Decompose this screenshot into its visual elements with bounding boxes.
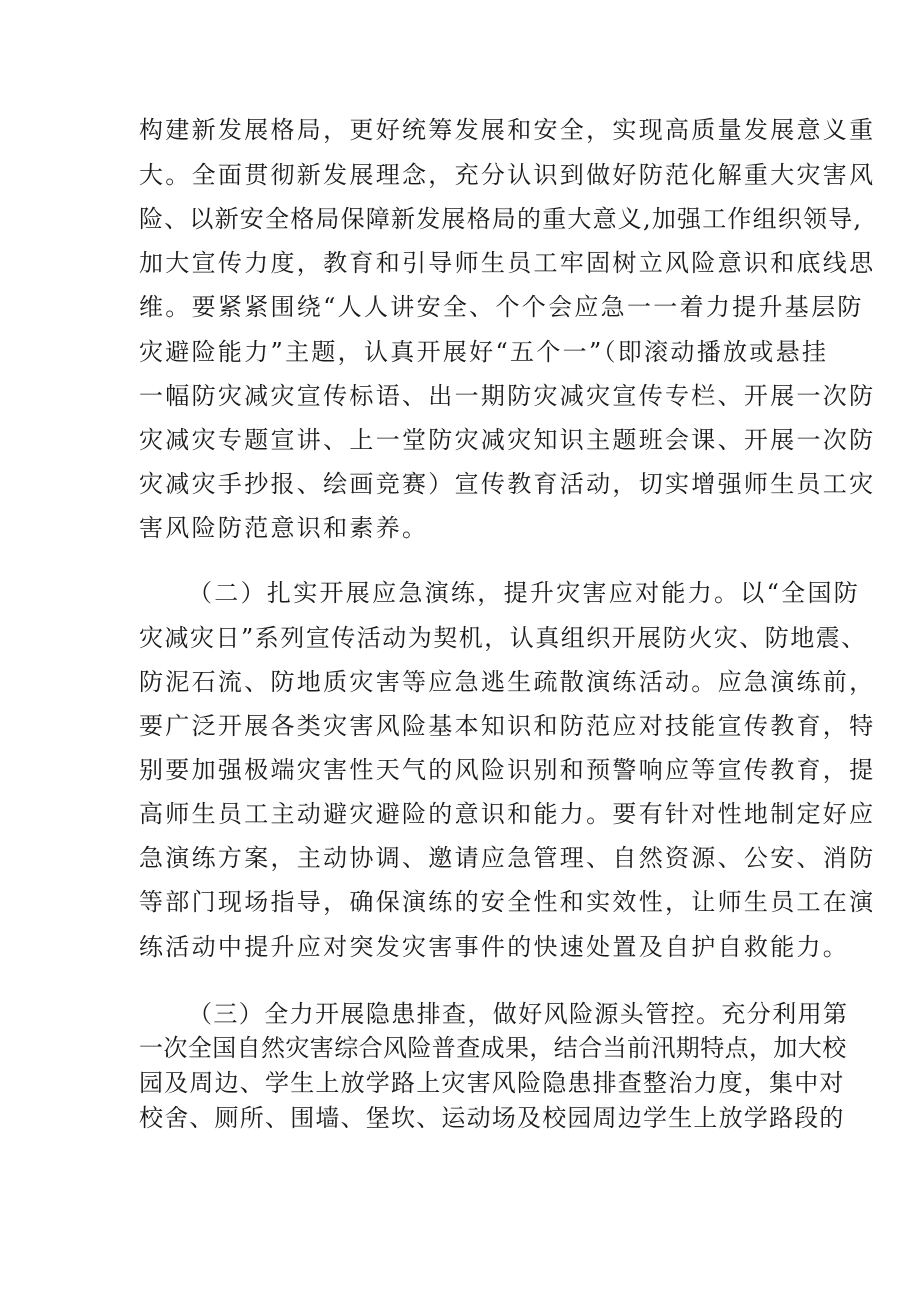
paragraph-line: 险、以新安全格局保障新发展格局的重大意义,加强工作组织领导,	[139, 205, 863, 233]
paragraph-line: 害风险防范意识和素养。	[139, 514, 429, 542]
paragraph-line: 急演练方案，主动协调、邀请应急管理、自然资源、公安、消防	[139, 844, 876, 872]
paragraph-line: 构建新发展格局，更好统筹发展和安全，实现高质量发展意义重	[139, 116, 876, 144]
paragraph-line: 加大宣传力度，教育和引导师生员工牢固树立风险意识和底线思	[139, 249, 876, 277]
paragraph-line: 大。全面贯彻新发展理念，充分认识到做好防范化解重大灾害风	[139, 161, 876, 189]
paragraph-line: 防泥石流、防地质灾害等应急逃生疏散演练活动。应急演练前，	[139, 668, 876, 696]
paragraph-line: 要广泛开展各类灾害风险基本知识和防范应对技能宣传教育，特	[139, 712, 876, 740]
section-heading-line: （三）全力开展隐患排查，做好风险源头管控。充分利用第	[188, 1000, 849, 1028]
paragraph-line: 维。要紧紧围绕“人人讲安全、个个会应急一一着力提升基层防	[139, 293, 864, 321]
paragraph-line: 高师生员工主动避灾避险的意识和能力。要有针对性地制定好应	[139, 800, 876, 828]
paragraph-line: 别要加强极端灾害性天气的风险识别和预警响应等宣传教育，提	[139, 756, 876, 784]
section-heading-line: （二）扎实开展应急演练，提升灾害应对能力。以“全国防	[188, 579, 861, 607]
paragraph-line: 等部门现场指导，确保演练的安全性和实效性，让师生员工在演	[139, 888, 876, 916]
paragraph-line: 一次全国自然灾害综合风险普查成果，结合当前汛期特点，加大校	[139, 1034, 847, 1062]
paragraph-line: 灾减灾手抄报、绘画竞赛）宣传教育活动，切实增强师生员工灾	[139, 470, 876, 498]
paragraph-line: 灾避险能力”主题，认真开展好“五个一”（即滚动播放或悬挂	[139, 338, 829, 366]
paragraph-line: 园及周边、学生上放学路上灾害风险隐患排查整治力度，集中对	[139, 1069, 845, 1097]
paragraph-line: 灾减灾日”系列宣传活动为契机，认真组织开展防火灾、防地震、	[139, 624, 867, 652]
paragraph-line: 一幅防灾减灾宣传标语、出一期防灾减灾宣传专栏、开展一次防	[139, 382, 876, 410]
paragraph-line: 校舍、厕所、围墙、堡坎、运动场及校园周边学生上放学路段的	[139, 1104, 845, 1132]
paragraph-line: 灾减灾专题宣讲、上一堂防灾减灾知识主题班会课、开展一次防	[139, 426, 876, 454]
paragraph-line: 练活动中提升应对突发灾害事件的快速处置及自护自救能力。	[139, 933, 850, 961]
